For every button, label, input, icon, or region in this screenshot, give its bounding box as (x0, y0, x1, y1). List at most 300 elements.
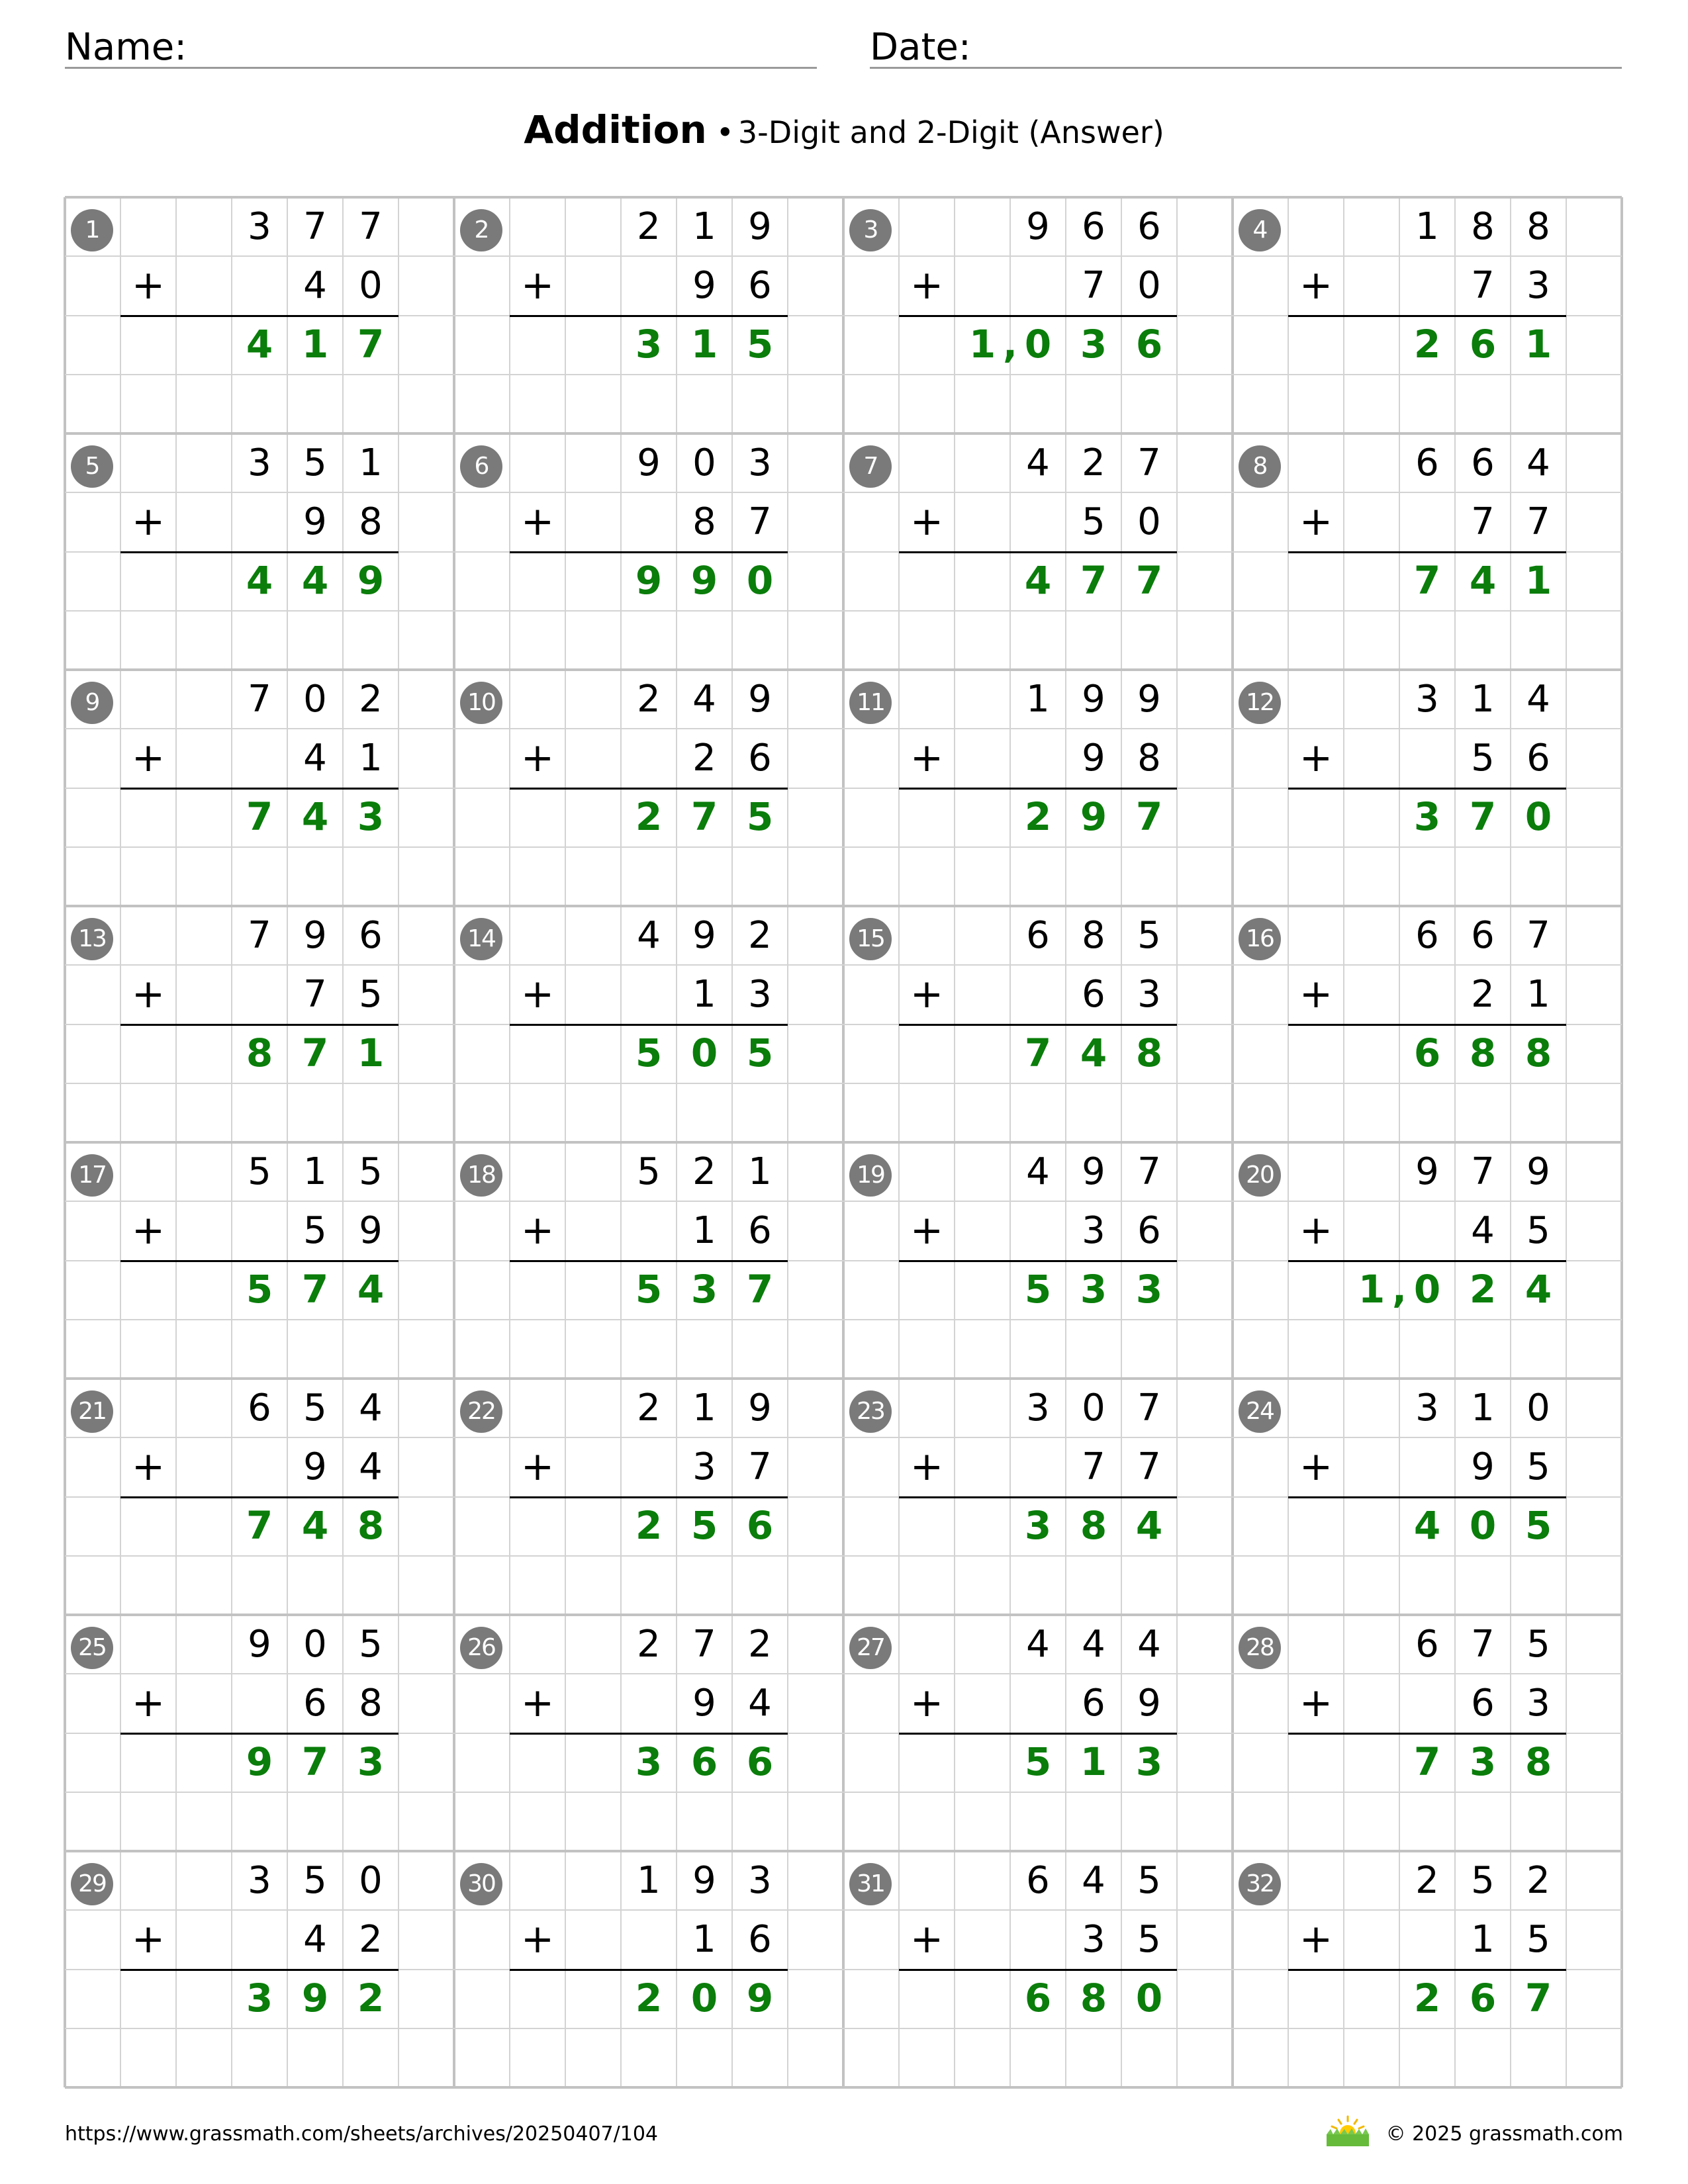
problem-answer-number (65, 788, 454, 846)
digit: 4 (301, 794, 329, 839)
digit: 8 (1137, 737, 1161, 780)
digit: 4 (301, 558, 329, 603)
problem-29 (65, 1851, 454, 2087)
digit: 3 (1024, 1503, 1052, 1548)
plus-operator: + (131, 1207, 165, 1253)
problem-answer-number (843, 1733, 1233, 1792)
problem-answer-number (65, 315, 454, 374)
problem-answer-number (65, 1260, 454, 1319)
digit: 3 (246, 1976, 273, 2021)
plus-operator: + (1299, 1916, 1333, 1962)
digit: 0 (690, 1976, 718, 2021)
problem-top-number (65, 1615, 454, 1674)
digit: 2 (637, 1387, 661, 1430)
digit: 3 (1526, 264, 1550, 307)
digit: 0 (303, 1623, 327, 1666)
digit: 7 (1471, 1150, 1495, 1193)
digit: 0 (1524, 794, 1552, 839)
digit: 3 (357, 1739, 385, 1784)
digit: 2 (1413, 1976, 1441, 2021)
digit: 9 (303, 500, 327, 543)
problem-26 (454, 1615, 843, 1851)
problem-20 (1233, 1142, 1622, 1379)
digit: 6 (1471, 441, 1495, 484)
digit: 7 (1080, 558, 1107, 603)
digit: 4 (1471, 1209, 1495, 1252)
digit: 3 (1082, 1209, 1105, 1252)
problem-5 (65, 433, 454, 670)
digit: 2 (635, 1503, 663, 1548)
digit: 3 (1135, 1267, 1163, 1312)
digit: 6 (1469, 322, 1497, 367)
digit: 7 (303, 205, 327, 248)
digit: 1 (1471, 678, 1495, 721)
grass-sun-logo-icon (1324, 2115, 1372, 2148)
problem-11 (843, 670, 1233, 906)
plus-operator: + (520, 1916, 555, 1962)
digit: 6 (746, 1503, 774, 1548)
digit: 8 (357, 1503, 385, 1548)
digit: 5 (1526, 1918, 1550, 1961)
problem-18 (454, 1142, 843, 1379)
digit: 6 (1471, 1682, 1495, 1725)
problem-number-badge: 15 (849, 918, 892, 960)
problem-16 (1233, 906, 1622, 1142)
digit: 9 (637, 441, 661, 484)
problem-answer-number (843, 1024, 1233, 1083)
digit: 7 (1137, 441, 1161, 484)
problem-number-badge: 28 (1239, 1627, 1281, 1669)
digit: 6 (1137, 1209, 1161, 1252)
digit: 3 (1082, 1918, 1105, 1961)
problem-bottom-number (1233, 1674, 1622, 1733)
digit: 7 (1524, 1976, 1552, 2021)
problem-bottom-number (65, 965, 454, 1024)
digit: 7 (1135, 794, 1163, 839)
problem-top-number (843, 1142, 1233, 1201)
problem-top-number (1233, 1379, 1622, 1437)
digit: 9 (301, 1976, 329, 2021)
digit: 2 (637, 1623, 661, 1666)
plus-operator: + (1299, 735, 1333, 781)
problem-top-number (454, 1615, 843, 1674)
digit: 9 (248, 1623, 271, 1666)
digit: 5 (359, 1150, 383, 1193)
digit: 3 (248, 441, 271, 484)
problem-top-number (454, 670, 843, 729)
plus-operator: + (910, 498, 944, 545)
problem-number-badge: 19 (849, 1154, 892, 1197)
date-line (870, 67, 1622, 69)
digit: 3 (748, 973, 772, 1016)
problem-answer-number (454, 315, 843, 374)
problem-bottom-number (454, 256, 843, 315)
problem-bottom-number (454, 492, 843, 551)
problem-number-badge: 12 (1239, 682, 1281, 724)
plus-operator: + (1299, 1443, 1333, 1490)
digit: 7 (1137, 1150, 1161, 1193)
plus-operator: + (520, 971, 555, 1017)
digit: 6 (1026, 914, 1050, 957)
digit: 5 (1471, 737, 1495, 780)
digit: 0 (1526, 1387, 1550, 1430)
digit: 5 (635, 1030, 663, 1075)
digit: 4 (301, 1503, 329, 1548)
digit: 9 (1137, 678, 1161, 721)
digit: 0 (692, 441, 716, 484)
problem-grid (65, 197, 1622, 2087)
digit: 2 (637, 205, 661, 248)
digit: 3 (1080, 1267, 1107, 1312)
digit: 3 (1026, 1387, 1050, 1430)
digit: 9 (303, 1445, 327, 1488)
problem-25 (65, 1615, 454, 1851)
problem-bottom-number (65, 1674, 454, 1733)
plus-operator: + (131, 1916, 165, 1962)
digit: 4 (246, 558, 273, 603)
digit: 5 (746, 794, 774, 839)
plus-operator: + (910, 262, 944, 308)
problem-top-number (843, 670, 1233, 729)
problem-answer-number (843, 1496, 1233, 1555)
plus-operator: + (131, 262, 165, 308)
problem-top-number (454, 1851, 843, 1910)
problem-10 (454, 670, 843, 906)
digit: 8 (1526, 205, 1550, 248)
problem-top-number (843, 1851, 1233, 1910)
digit: 5 (303, 1859, 327, 1902)
plus-operator: + (131, 1680, 165, 1726)
problem-12 (1233, 670, 1622, 906)
problem-bottom-number (65, 729, 454, 788)
problem-number-badge: 10 (460, 682, 502, 724)
worksheet-title (0, 103, 1688, 166)
problem-number-badge: 20 (1239, 1154, 1281, 1197)
digit: 9 (1082, 737, 1105, 780)
digit: 0 (1469, 1503, 1497, 1548)
plus-operator: + (1299, 1207, 1333, 1253)
problem-number-badge: 11 (849, 682, 892, 724)
plus-operator: + (910, 1443, 944, 1490)
digit: 1 (1471, 1387, 1495, 1430)
digit: 7 (301, 1267, 329, 1312)
digit: 5 (690, 1503, 718, 1548)
digit: 6 (746, 1739, 774, 1784)
problem-answer-number (454, 1260, 843, 1319)
digit: 2 (748, 914, 772, 957)
problem-bottom-number (1233, 1201, 1622, 1260)
problem-17 (65, 1142, 454, 1379)
problem-top-number (843, 1615, 1233, 1674)
thousands-separator: , (1002, 322, 1018, 367)
digit: 1 (303, 1150, 327, 1193)
thousands-separator: , (1391, 1267, 1407, 1312)
digit: 9 (748, 1387, 772, 1430)
digit: 3 (1469, 1739, 1497, 1784)
problem-bottom-number (65, 1437, 454, 1496)
problem-bottom-number (1233, 729, 1622, 788)
problem-top-number (1233, 906, 1622, 965)
problem-answer-number (454, 1969, 843, 2028)
digit: 1 (692, 1387, 716, 1430)
digit: 8 (359, 1682, 383, 1725)
problem-bottom-number (1233, 1910, 1622, 1969)
digit: 9 (1082, 1150, 1105, 1193)
digit: 6 (1137, 205, 1161, 248)
digit: 5 (1524, 1503, 1552, 1548)
digit: 9 (692, 1682, 716, 1725)
digit: 4 (637, 914, 661, 957)
problem-answer-number (65, 1496, 454, 1555)
digit: 2 (1471, 973, 1495, 1016)
problem-bottom-number (843, 1910, 1233, 1969)
digit: 9 (635, 558, 663, 603)
digit: 3 (748, 1859, 772, 1902)
problem-top-number (1233, 1851, 1622, 1910)
digit: 4 (1526, 678, 1550, 721)
date-label: Date: (870, 26, 971, 69)
problem-21 (65, 1379, 454, 1615)
problem-27 (843, 1615, 1233, 1851)
digit: 7 (248, 914, 271, 957)
digit: 6 (303, 1682, 327, 1725)
problem-bottom-number (65, 1201, 454, 1260)
digit: 7 (359, 205, 383, 248)
digit: 4 (359, 1387, 383, 1430)
problem-top-number (1233, 1615, 1622, 1674)
plus-operator: + (910, 1680, 944, 1726)
digit: 6 (748, 1918, 772, 1961)
problem-top-number (65, 906, 454, 965)
digit: 7 (246, 1503, 273, 1548)
digit: 5 (1137, 914, 1161, 957)
name-line (65, 67, 817, 69)
problem-4 (1233, 197, 1622, 433)
digit: 1 (359, 441, 383, 484)
problem-15 (843, 906, 1233, 1142)
digit: 1 (1524, 558, 1552, 603)
digit: 6 (1415, 1623, 1439, 1666)
digit: 4 (246, 322, 273, 367)
problem-answer-number (843, 315, 1233, 374)
problem-top-number (65, 1379, 454, 1437)
digit: 9 (692, 1859, 716, 1902)
problem-bottom-number (843, 729, 1233, 788)
digit: 3 (748, 441, 772, 484)
digit: 0 (690, 1030, 718, 1075)
title-subtitle: 3-Digit and 2-Digit (Answer) (737, 114, 1164, 150)
problem-number-badge: 1 (71, 209, 113, 251)
problem-top-number (843, 906, 1233, 965)
problem-bottom-number (1233, 256, 1622, 315)
digit: 6 (1471, 914, 1495, 957)
digit: 5 (1082, 500, 1105, 543)
problem-answer-number (65, 1024, 454, 1083)
digit: 2 (1024, 794, 1052, 839)
problem-7 (843, 433, 1233, 670)
digit: 6 (748, 1209, 772, 1252)
problem-number-badge: 4 (1239, 209, 1281, 251)
digit: 5 (1137, 1918, 1161, 1961)
digit: 9 (748, 205, 772, 248)
digit: 0 (1137, 264, 1161, 307)
problem-answer-number (843, 788, 1233, 846)
digit: 1 (1080, 1739, 1107, 1784)
digit: 1 (359, 737, 383, 780)
digit: 9 (1137, 1682, 1161, 1725)
digit: 0 (359, 1859, 383, 1902)
digit: 6 (690, 1739, 718, 1784)
digit: 8 (1080, 1976, 1107, 2021)
problem-31 (843, 1851, 1233, 2087)
digit: 7 (746, 1267, 774, 1312)
problem-13 (65, 906, 454, 1142)
plus-operator: + (520, 735, 555, 781)
digit: 3 (248, 205, 271, 248)
digit: 8 (1135, 1030, 1163, 1075)
digit: 2 (692, 737, 716, 780)
problem-2 (454, 197, 843, 433)
problem-bottom-number (843, 1201, 1233, 1260)
digit: 7 (1024, 1030, 1052, 1075)
problem-number-badge: 14 (460, 918, 502, 960)
digit: 4 (1524, 1267, 1552, 1312)
digit: 2 (359, 1918, 383, 1961)
problem-bottom-number (65, 256, 454, 315)
problem-top-number (65, 670, 454, 729)
digit: 7 (357, 322, 385, 367)
plus-operator: + (1299, 262, 1333, 308)
digit: 4 (1137, 1623, 1161, 1666)
problem-number-badge: 31 (849, 1863, 892, 1905)
digit: 5 (303, 1209, 327, 1252)
problem-answer-number (843, 1260, 1233, 1319)
digit: 7 (748, 1445, 772, 1488)
problem-number-badge: 27 (849, 1627, 892, 1669)
digit: 1 (1026, 678, 1050, 721)
digit: 3 (692, 1445, 716, 1488)
problem-answer-number (1233, 1024, 1622, 1083)
digit: 6 (248, 1387, 271, 1430)
problem-bottom-number (1233, 492, 1622, 551)
problem-1 (65, 197, 454, 433)
digit: 9 (1026, 205, 1050, 248)
problem-22 (454, 1379, 843, 1615)
problem-19 (843, 1142, 1233, 1379)
problem-number-badge: 6 (460, 445, 502, 488)
problem-number-badge: 8 (1239, 445, 1281, 488)
plus-operator: + (520, 262, 555, 308)
digit: 4 (1413, 1503, 1441, 1548)
problem-6 (454, 433, 843, 670)
digit: 7 (248, 678, 271, 721)
plus-operator: + (520, 498, 555, 545)
problem-bottom-number (454, 1437, 843, 1496)
digit: 6 (1469, 1976, 1497, 2021)
problem-24 (1233, 1379, 1622, 1615)
digit: 5 (1526, 1445, 1550, 1488)
digit: 1 (1524, 322, 1552, 367)
problem-answer-number (1233, 788, 1622, 846)
problem-number-badge: 21 (71, 1390, 113, 1433)
plus-operator: + (520, 1207, 555, 1253)
problem-30 (454, 1851, 843, 2087)
problem-9 (65, 670, 454, 906)
digit: 6 (748, 737, 772, 780)
plus-operator: + (1299, 1680, 1333, 1726)
name-label: Name: (65, 26, 187, 69)
digit: 3 (357, 794, 385, 839)
problem-answer-number (1233, 1260, 1622, 1319)
digit: 3 (1415, 678, 1439, 721)
problem-answer-number (65, 551, 454, 610)
problem-bottom-number (65, 1910, 454, 1969)
digit: 2 (1082, 441, 1105, 484)
problem-answer-number (65, 1969, 454, 2028)
digit: 3 (635, 322, 663, 367)
problem-number-badge: 26 (460, 1627, 502, 1669)
digit: 0 (1135, 1976, 1163, 2021)
digit: 4 (1469, 558, 1497, 603)
digit: 8 (1524, 1739, 1552, 1784)
digit: 4 (359, 1445, 383, 1488)
digit: 0 (1413, 1267, 1441, 1312)
problem-top-number (454, 1142, 843, 1201)
digit: 5 (1024, 1267, 1052, 1312)
digit: 1 (968, 322, 996, 367)
title-main: Addition (524, 107, 707, 152)
digit: 1 (1415, 205, 1439, 248)
digit: 2 (1415, 1859, 1439, 1902)
digit: 1 (692, 1918, 716, 1961)
problem-top-number (65, 1142, 454, 1201)
problem-top-number (843, 197, 1233, 256)
digit: 7 (1471, 1623, 1495, 1666)
digit: 3 (690, 1267, 718, 1312)
problem-number-badge: 13 (71, 918, 113, 960)
plus-operator: + (1299, 498, 1333, 545)
digit: 7 (1413, 558, 1441, 603)
digit: 2 (748, 1623, 772, 1666)
digit: 5 (303, 441, 327, 484)
problem-3 (843, 197, 1233, 433)
problem-bottom-number (843, 256, 1233, 315)
problem-top-number (65, 1851, 454, 1910)
problem-number-badge: 18 (460, 1154, 502, 1197)
digit: 4 (1082, 1623, 1105, 1666)
digit: 8 (1080, 1503, 1107, 1548)
digit: 1 (748, 1150, 772, 1193)
digit: 9 (1415, 1150, 1439, 1193)
problem-number-badge: 29 (71, 1863, 113, 1905)
digit: 0 (1024, 322, 1052, 367)
problem-bottom-number (454, 1910, 843, 1969)
digit: 3 (1413, 794, 1441, 839)
plus-operator: + (1299, 971, 1333, 1017)
problem-bottom-number (65, 492, 454, 551)
plus-operator: + (131, 1443, 165, 1490)
digit: 4 (1080, 1030, 1107, 1075)
digit: 0 (359, 264, 383, 307)
digit: 9 (246, 1739, 273, 1784)
digit: 4 (1024, 558, 1052, 603)
digit: 4 (303, 264, 327, 307)
digit: 4 (303, 1918, 327, 1961)
digit: 8 (1469, 1030, 1497, 1075)
digit: 0 (303, 678, 327, 721)
digit: 7 (1471, 500, 1495, 543)
digit: 6 (1413, 1030, 1441, 1075)
